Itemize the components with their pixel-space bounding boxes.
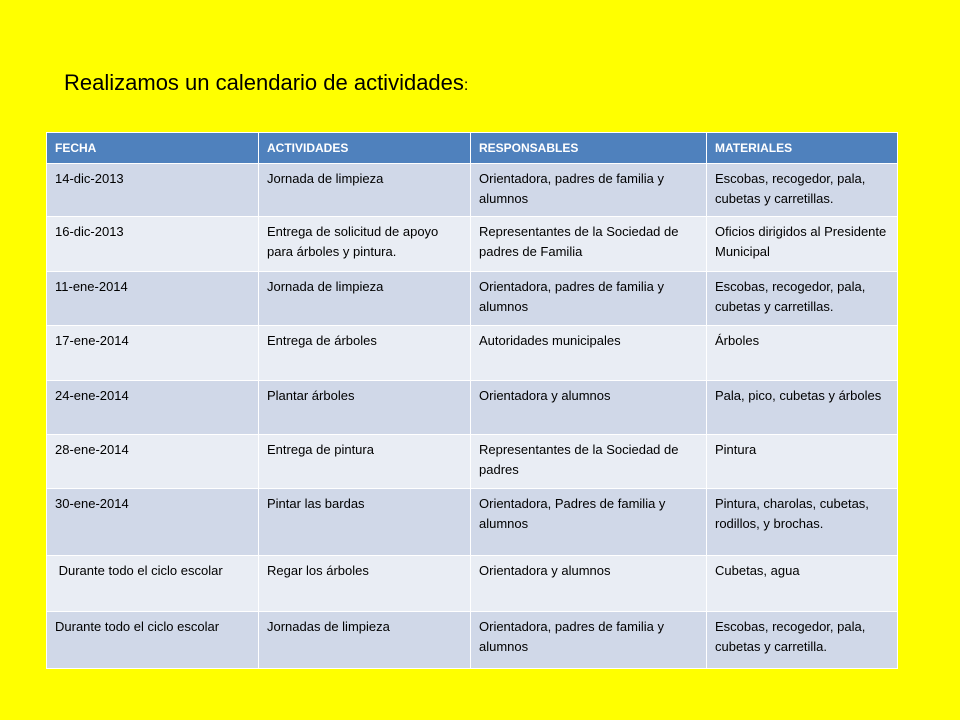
header-fecha: FECHA xyxy=(47,133,259,164)
cell-actividad: Entrega de árboles xyxy=(259,326,471,381)
cell-fecha: Durante todo el ciclo escolar xyxy=(47,612,259,669)
cell-materiales: Escobas, recogedor, pala, cubetas y carretillas. xyxy=(707,164,898,217)
cell-actividad: Jornada de limpieza xyxy=(259,164,471,217)
cell-actividad: Entrega de solicitud de apoyo para árboles y pintura. xyxy=(259,217,471,272)
cell-materiales: Pintura xyxy=(707,435,898,489)
cell-responsables: Representantes de la Sociedad de padres xyxy=(471,435,707,489)
cell-responsables: Representantes de la Sociedad de padres de Familia xyxy=(471,217,707,272)
cell-fecha: 16-dic-2013 xyxy=(47,217,259,272)
table-row xyxy=(47,164,898,217)
cell-actividad: Entrega de pintura xyxy=(259,435,471,489)
table-row xyxy=(47,326,898,381)
header-materiales: MATERIALES xyxy=(707,133,898,164)
cell-responsables: Orientadora, Padres de familia y alumnos xyxy=(471,489,707,556)
cell-actividad: Pintar las bardas xyxy=(259,489,471,556)
table-row xyxy=(47,556,898,612)
cell-materiales: Árboles xyxy=(707,326,898,381)
header-actividades: ACTIVIDADES xyxy=(259,133,471,164)
cell-actividad: Jornada de limpieza xyxy=(259,272,471,326)
cell-actividad: Regar los árboles xyxy=(259,556,471,612)
cell-materiales: Escobas, recogedor, pala, cubetas y carretilla. xyxy=(707,612,898,669)
cell-fecha: 28-ene-2014 xyxy=(47,435,259,489)
table-row xyxy=(47,612,898,669)
cell-fecha: 24-ene-2014 xyxy=(47,381,259,435)
table-row xyxy=(47,272,898,326)
cell-fecha: 17-ene-2014 xyxy=(47,326,259,381)
cell-materiales: Oficios dirigidos al Presidente Municipal xyxy=(707,217,898,272)
cell-materiales: Pala, pico, cubetas y árboles xyxy=(707,381,898,435)
table-row xyxy=(47,217,898,272)
cell-responsables: Orientadora, padres de familia y alumnos xyxy=(471,164,707,217)
table-row xyxy=(47,381,898,435)
slide-title-text: Realizamos un calendario de actividades xyxy=(64,70,464,95)
cell-fecha: 11-ene-2014 xyxy=(47,272,259,326)
cell-materiales: Cubetas, agua xyxy=(707,556,898,612)
slide-title-colon: : xyxy=(463,77,469,94)
cell-materiales: Escobas, recogedor, pala, cubetas y carretillas. xyxy=(707,272,898,326)
cell-responsables: Orientadora, padres de familia y alumnos xyxy=(471,272,707,326)
cell-actividad: Jornadas de limpieza xyxy=(259,612,471,669)
header-responsables: RESPONSABLES xyxy=(471,133,707,164)
cell-materiales: Pintura, charolas, cubetas, rodillos, y brochas. xyxy=(707,489,898,556)
cell-fecha: Durante todo el ciclo escolar xyxy=(47,556,259,612)
cell-responsables: Orientadora, padres de familia y alumnos xyxy=(471,612,707,669)
table-header-row xyxy=(47,133,898,164)
table-row xyxy=(47,489,898,556)
cell-responsables: Orientadora y alumnos xyxy=(471,556,707,612)
cell-actividad: Plantar árboles xyxy=(259,381,471,435)
cell-responsables: Orientadora y alumnos xyxy=(471,381,707,435)
cell-responsables: Autoridades municipales xyxy=(471,326,707,381)
cell-fecha: 30-ene-2014 xyxy=(47,489,259,556)
slide-title xyxy=(64,70,468,96)
cell-fecha: 14-dic-2013 xyxy=(47,164,259,217)
activity-calendar-table xyxy=(46,132,898,669)
table-row xyxy=(47,435,898,489)
